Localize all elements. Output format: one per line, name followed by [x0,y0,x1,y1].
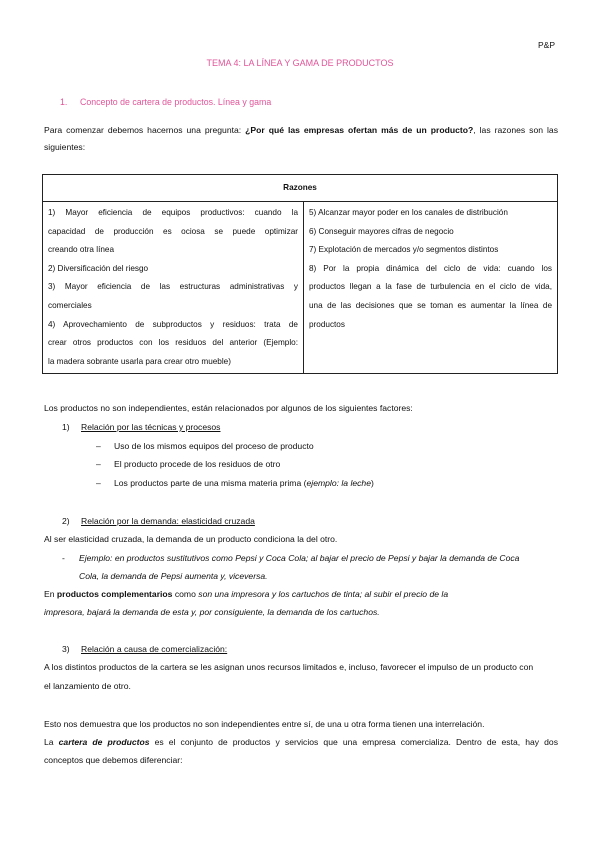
reason-line: la madera sobrante usarla para crear otro mueble) [48,356,231,366]
factor1-item-text: El producto procede de los residuos de otro [114,459,281,469]
factor2-heading [62,515,255,527]
reason-line: 1) Mayor eficiencia de equipos productivos: cuando la [48,208,298,217]
factor2-example [62,552,558,564]
header-tag: P&P [537,40,555,50]
conclusion-text: Esto nos demuestra que los productos no son independientes entre sí, de una u otra forma tienen una interrelación. [44,719,485,729]
factor1-item-text: Uso de los mismos equipos del proceso de producto [114,441,314,451]
reason-line: creando otra línea [48,245,114,255]
factor2-label: Relación por la demanda: elasticidad cruzada [81,516,255,526]
factor1-label: Relación por las técnicas y procesos [81,422,221,432]
reason-line: 6) Conseguir mayores cifras de negocio [309,226,454,236]
bullet-dash: – [96,478,101,488]
cartera-rest: es el conjunto de productos y servicios que una empresa comercializa. Dentro de esta, hay dos [149,737,558,747]
complementary-line2: impresora, bajará la demanda de esta y, por consiguiente, la demanda de los cartuchos. [44,607,380,617]
intro-text-before: Para comenzar debemos hacernos una pregunta: [44,125,246,135]
factor2-example-line2: Cola, la demanda de Pepsi aumenta y, viceversa. [79,571,268,581]
reason-line: productos [309,319,345,329]
cartera-line2: conceptos que debemos diferenciar: [44,755,183,765]
reason-line: 4) Aprovechamiento de subproductos y residuos: trata de [48,319,298,329]
reason-line: una de las decisiones que se toman es aumentar la línea de [309,300,552,310]
factor1-number: 1) [62,422,70,432]
section-label: Concepto de cartera de productos. Línea y gama [80,97,272,107]
comp-before: En [44,589,57,599]
reason-line: capacidad de producción es ociosa se puede optimizar [48,226,298,236]
reason-line: 8) Por la propia dinámica del ciclo de vida: cuando los [309,263,552,273]
factor3-line1: A los distintos productos de la cartera se les asignan unos recursos limitados e, incluso, favorecer el impulso de un producto con [44,662,534,672]
comp-middle: como [172,589,199,599]
factor2-number: 2) [62,516,70,526]
reason-line: 5) Alcanzar mayor poder en los canales de distribución [309,208,508,217]
factor3-label: Relación a causa de comercialización: [81,644,228,654]
factor2-text: Al ser elasticidad cruzada, la demanda de un producto condiciona la del otro. [44,534,338,544]
reasons-left-cell [43,202,304,374]
factor3-heading [62,643,227,655]
factor3-line2: el lanzamiento de otro. [44,681,131,691]
reason-line: productos llegan a la fase de turbulencia en el ciclo de vida, [309,282,552,292]
factor1-item-example: ejemplo: la leche [306,478,371,488]
cartera-line1 [44,736,558,748]
cartera-term: cartera de productos [58,737,150,747]
reason-line: 7) Explotación de mercados y/o segmentos distintos [309,245,499,255]
section-number: 1. [60,97,68,107]
factor1-item-text: Los productos parte de una misma materia prima ( [114,478,307,488]
factors-intro: Los productos no son independientes, están relacionados por algunos de los siguientes factores: [44,403,413,413]
bullet-dash: – [96,459,101,469]
reasons-table [42,174,558,374]
reasons-right-cell [304,202,558,374]
cartera-before: La [44,737,59,747]
factor1-heading [62,421,220,433]
complementary-line1 [44,588,448,600]
intro-text-after: , las razones son las siguientes: [44,125,558,152]
factor1-item [96,458,280,470]
bullet-dash: – [96,441,101,451]
factor2-example-line1: Ejemplo: en productos sustitutivos como Pepsi y Coca Cola; al bajar el precio de Pepsi y bajar la demanda de Coca [79,553,520,563]
factor1-item-close: ) [371,478,374,488]
comp-bold: productos complementarios [56,589,173,599]
reason-line: comerciales [48,300,92,310]
bullet-dash: - [62,553,65,563]
reason-line: 3) Mayor eficiencia de las estructuras administrativas y [48,282,298,292]
reasons-header: Razones [43,175,558,202]
comp-italic: son una impresora y los cartuchos de tinta; al subir el precio de la [198,589,449,599]
page-title: TEMA 4: LA LÍNEA Y GAMA DE PRODUCTOS [206,58,394,68]
intro-question: ¿Por qué las empresas ofertan más de un producto? [245,125,474,135]
reason-line: 2) Diversificación del riesgo [48,263,149,273]
intro-paragraph [44,122,558,156]
reason-line: crear otros productos con los residuos del anterior (Ejemplo: [48,338,298,348]
section-heading [60,97,271,107]
factor3-number: 3) [62,644,70,654]
factor1-item [96,477,374,489]
factor1-item [96,440,314,452]
